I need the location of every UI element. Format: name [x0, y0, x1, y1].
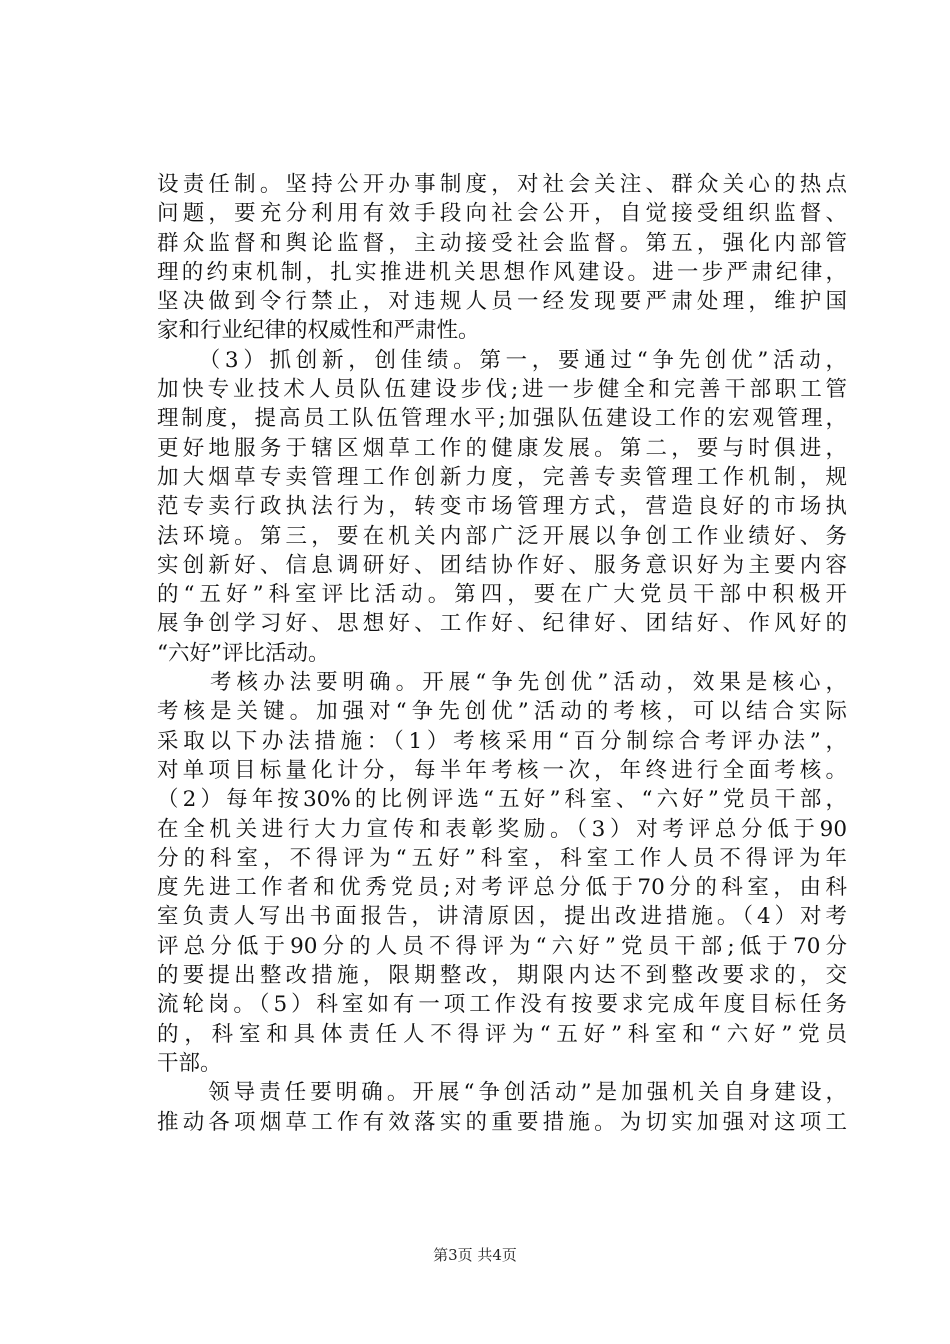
text-line: 法环境。第三，要在机关内部广泛开展以争创工作业绩好、务 — [157, 523, 847, 549]
text-line: 领导责任要明确。开展“争创活动”是加强机关自身建设， — [157, 1080, 847, 1106]
text-line: 问题，要充分利用有效手段向社会公开，自觉接受组织监督、 — [157, 201, 847, 227]
text-line: “六好”评比活动。 — [157, 640, 330, 666]
text-line: 流轮岗。（5）科室如有一项工作没有按要求完成年度目标任务 — [157, 992, 847, 1018]
text-line: 推动各项烟草工作有效落实的重要措施。为切实加强对这项工 — [157, 1109, 847, 1135]
text-line: 理的约束机制，扎实推进机关思想作风建设。进一步严肃纪律， — [157, 259, 847, 285]
text-line: 室负责人写出书面报告，讲清原因，提出改进措施。（4）对考 — [157, 904, 847, 930]
text-line: 的“五好”科室评比活动。第四，要在广大党员干部中积极开 — [157, 582, 847, 608]
text-line: 在全机关进行大力宣传和表彰奖励。（3）对考评总分低于90 — [157, 816, 847, 842]
text-line: 对单项目标量化计分，每半年考核一次，年终进行全面考核。 — [157, 757, 847, 783]
page-footer: 第3页 共4页 — [433, 1246, 517, 1264]
text-line: 更好地服务于辖区烟草工作的健康发展。第二，要与时俱进， — [157, 435, 847, 461]
text-line: 理制度，提高员工队伍管理水平;加强队伍建设工作的宏观管理， — [157, 406, 847, 432]
text-line: 考核办法要明确。开展“争先创优”活动，效果是核心， — [157, 670, 847, 696]
text-line: （3）抓创新，创佳绩。第一，要通过“争先创优”活动， — [157, 347, 847, 373]
text-line: 评总分低于90分的人员不得评为“六好”党员干部;低于70分 — [157, 933, 847, 959]
text-line: 实创新好、信息调研好、团结协作好、服务意识好为主要内容 — [157, 552, 847, 578]
text-line: 加快专业技术人员队伍建设步伐;进一步健全和完善干部职工管 — [157, 377, 847, 403]
text-line: 展争创学习好、思想好、工作好、纪律好、团结好、作风好的 — [157, 611, 847, 637]
text-line: 群众监督和舆论监督，主动接受社会监督。第五，强化内部管 — [157, 230, 847, 256]
text-line: 范专卖行政执法行为，转变市场管理方式，营造良好的市场执 — [157, 494, 847, 520]
text-line: （2）每年按30%的比例评选“五好”科室、“六好”党员干部， — [157, 787, 847, 813]
text-line: 的，科室和具体责任人不得评为“五好”科室和“六好”党员 — [157, 1021, 847, 1047]
text-line: 干部。 — [157, 1050, 222, 1076]
text-line: 家和行业纪律的权威性和严肃性。 — [157, 318, 480, 344]
text-line: 坚决做到令行禁止，对违规人员一经发现要严肃处理，维护国 — [157, 289, 847, 315]
document-body — [157, 170, 847, 1137]
text-line: 度先进工作者和优秀党员;对考评总分低于70分的科室，由科 — [157, 875, 847, 901]
text-line: 考核是关键。加强对“争先创优”活动的考核，可以结合实际 — [157, 699, 847, 725]
text-line: 加大烟草专卖管理工作创新力度，完善专卖管理工作机制，规 — [157, 464, 847, 490]
text-line: 设责任制。坚持公开办事制度，对社会关注、群众关心的热点 — [157, 172, 847, 197]
text-line: 的要提出整改措施，限期整改，期限内达不到整改要求的，交 — [157, 963, 847, 989]
text-line: 分的科室，不得评为“五好”科室，科室工作人员不得评为年 — [157, 845, 847, 871]
text-line: 采取以下办法措施：（1）考核采用“百分制综合考评办法”， — [157, 728, 847, 754]
